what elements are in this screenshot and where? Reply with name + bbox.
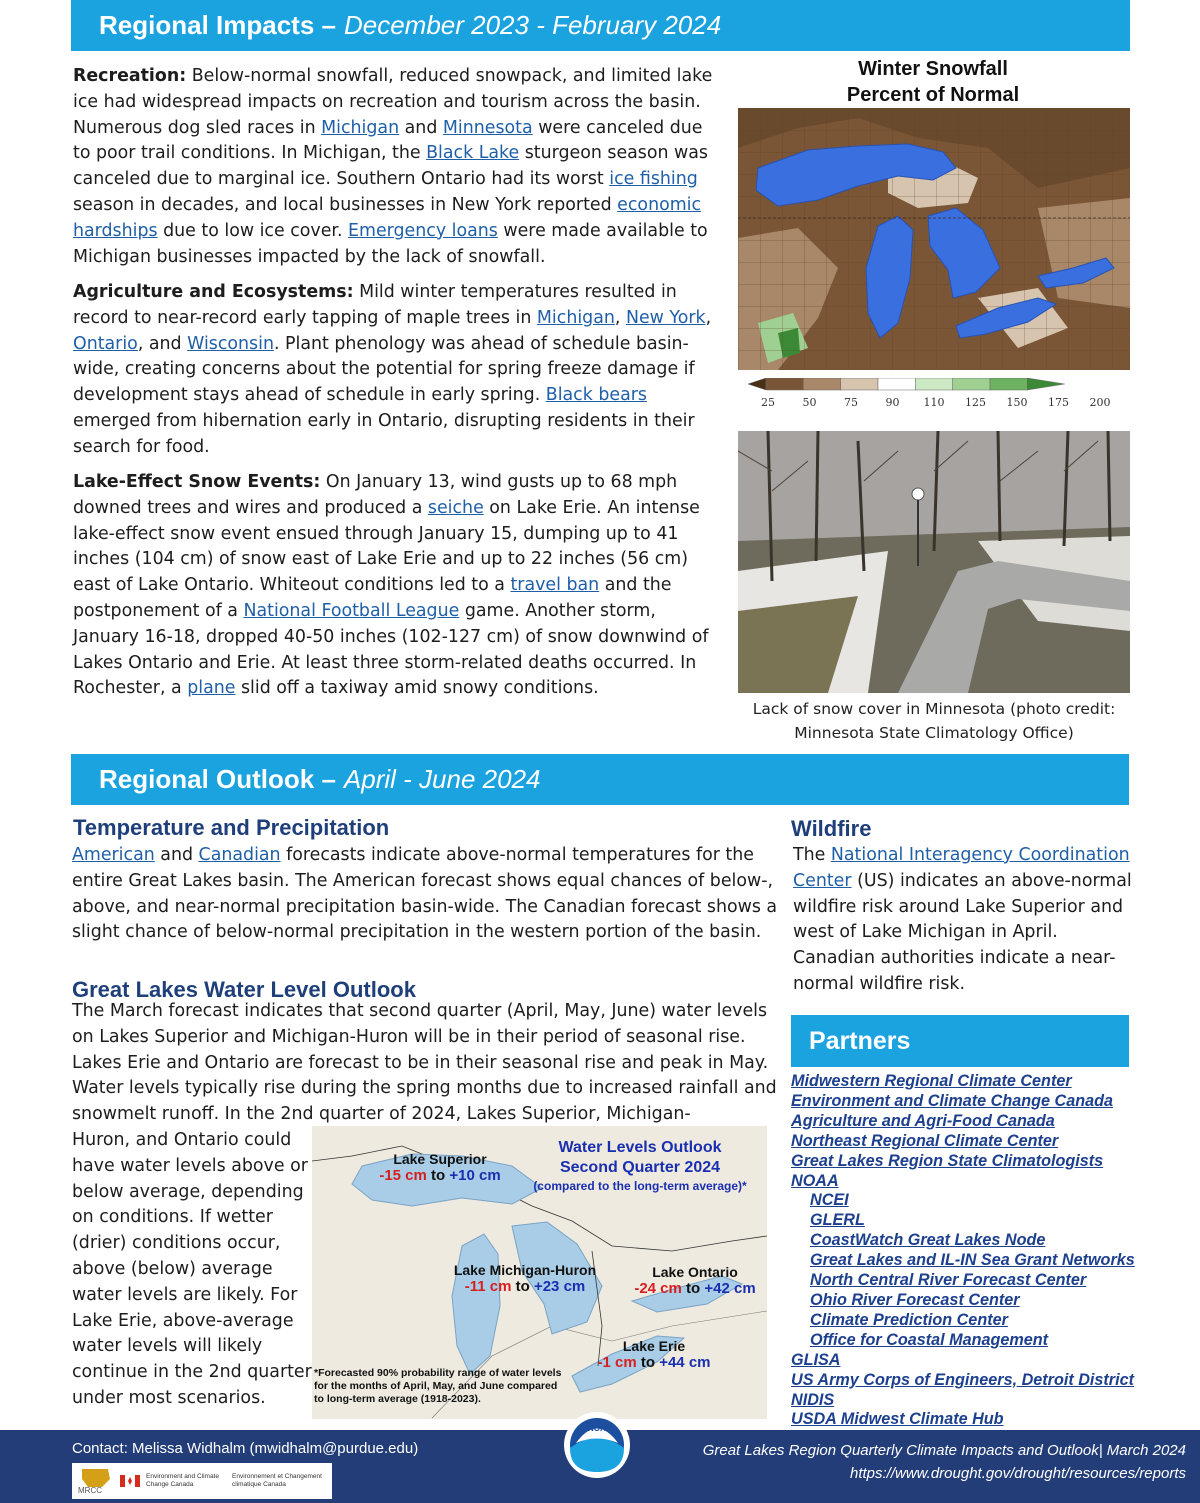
noaa-logo-text: NOAA <box>588 1424 612 1433</box>
mrcc-logo-text: MRCC <box>78 1486 102 1495</box>
link-black-bears[interactable]: Black bears <box>545 385 647 406</box>
partner-link[interactable]: NIDIS <box>791 1390 835 1409</box>
scale-swatch <box>766 378 803 390</box>
scale-label: 50 <box>802 396 817 409</box>
impacts-banner <box>71 0 1130 51</box>
scale-swatch <box>878 378 915 390</box>
noaa-logo-icon <box>562 1410 632 1480</box>
partner-link[interactable]: Great Lakes and IL-IN Sea Grant Networks <box>810 1251 1135 1270</box>
wl-title-line: Second Quarter 2024 <box>559 1159 721 1176</box>
partner-link[interactable]: Great Lakes Region State Climatologists <box>791 1151 1104 1170</box>
scale-label: 125 <box>965 396 986 409</box>
wl-title-line: Water Levels Outlook <box>558 1139 722 1156</box>
agriculture-heading: Agriculture and Ecosystems: <box>73 282 354 302</box>
wl-erie-label <box>586 1338 722 1371</box>
range-to: to <box>431 1167 446 1184</box>
partner-link[interactable]: US Army Corps of Engineers, Detroit District <box>791 1370 1134 1389</box>
partner-link[interactable]: USDA Midwest Climate Hub <box>791 1410 1004 1429</box>
range-high: +10 cm <box>449 1167 501 1184</box>
wl-michigan-label <box>442 1262 608 1295</box>
partner-link[interactable]: Northeast Regional Climate Center <box>791 1131 1059 1150</box>
lake-effect-text: game. Another storm, January 16-18, dropped 40-50 inches (102-127 cm) of snow downwind of Lakes Ontario and Erie. At least three storm-related deaths occurred. In Rochester, a <box>73 600 709 699</box>
agriculture-text: Mild winter temperatures resulted in record to near-record early tapping of maple trees in <box>73 282 677 328</box>
scale-swatch <box>803 378 840 390</box>
lake-range <box>372 1167 508 1184</box>
temp-precip-heading: Temperature and Precipitation <box>73 815 390 840</box>
scale-swatch <box>953 378 990 390</box>
partner-link[interactable]: NOAA <box>791 1171 839 1190</box>
temp-precip-text: and <box>154 845 199 865</box>
link-nicc[interactable]: National Interagency Coordination Center <box>793 845 1130 891</box>
footer-title: Great Lakes Region Quarterly Climate Impacts and Outlook| March 2024 <box>702 1442 1186 1459</box>
link-ice-fishing[interactable]: ice fishing <box>609 169 698 190</box>
footer-url[interactable]: https://www.drought.gov/drought/resources/reports <box>849 1465 1186 1482</box>
outlook-banner-dates: April - June 2024 <box>343 764 541 794</box>
range-to: to <box>640 1354 656 1371</box>
link-canadian-forecast[interactable]: Canadian <box>198 845 281 865</box>
snowfall-scale <box>748 378 1120 412</box>
lake-effect-heading: Lake-Effect Snow Events: <box>73 472 321 492</box>
lake-range <box>442 1278 608 1295</box>
recreation-text: season in decades, and local businesses in New York reported <box>73 194 618 215</box>
canada-flag-icon <box>120 1475 140 1487</box>
link-maple-ontario[interactable]: Ontario <box>73 333 138 354</box>
partners-heading: Partners <box>791 1015 1129 1067</box>
snow-map-title-line: Winter Snowfall <box>858 58 1008 80</box>
wl-footnote: *Forecasted 90% probability range of water levels for the months of April, May, and June compared to long-term average (1918-2023). <box>314 1367 562 1405</box>
snowfall-map <box>738 108 1130 370</box>
scale-label: 25 <box>761 396 775 409</box>
recreation-text: due to low ice cover. <box>157 220 349 241</box>
agriculture-text: , <box>614 307 626 328</box>
footer <box>0 1424 1200 1503</box>
wildfire-heading: Wildfire <box>791 816 872 841</box>
link-minnesota-sled[interactable]: Minnesota <box>442 117 533 138</box>
partner-link[interactable]: Ohio River Forecast Center <box>810 1290 1020 1309</box>
lake-effect-text: slid off a taxiway amid snowy conditions. <box>235 678 599 699</box>
partner-link[interactable]: NCEI <box>810 1191 849 1210</box>
agriculture-text: emerged from hibernation early in Ontario, disrupting residents in their search for food. <box>73 410 695 457</box>
link-emergency-loans[interactable]: Emergency loans <box>348 220 498 241</box>
range-high: +42 cm <box>704 1280 756 1297</box>
scale-swatch <box>915 378 952 390</box>
agriculture-text: , <box>705 307 712 328</box>
recreation-text: were canceled due to poor trail conditions. In Michigan, the <box>73 117 703 164</box>
partner-link[interactable]: Agriculture and Agri-Food Canada <box>791 1111 1055 1130</box>
link-plane[interactable]: plane <box>187 678 236 699</box>
water-level-paragraph-side: Huron, and Ontario could have water levels above or below average, depending on conditions. If wetter (drier) conditions occur, above (below) average water levels are likely. For Lake Erie, above-average water levels will likely continue in the 2nd quarter under most scenarios. <box>72 1130 312 1408</box>
agriculture-text: , and <box>137 333 188 354</box>
partner-link[interactable]: Midwestern Regional Climate Center <box>791 1072 1072 1090</box>
footer-contact: Contact: Melissa Widhalm (mwidhalm@purdue.edu) <box>72 1440 419 1457</box>
temp-precip-paragraph <box>72 843 782 946</box>
outlook-banner-title: Regional Outlook – <box>99 764 336 794</box>
scale-label: 75 <box>844 396 858 409</box>
recreation-text: and <box>399 117 443 138</box>
wildfire-text: The <box>793 845 831 865</box>
minnesota-photo <box>738 431 1130 693</box>
link-american-forecast[interactable]: American <box>72 845 155 865</box>
impacts-banner-title: Regional Impacts – <box>99 10 336 40</box>
wl-map-title <box>520 1138 760 1194</box>
agriculture-paragraph <box>73 280 723 461</box>
wildfire-paragraph <box>793 843 1138 998</box>
wildfire-text: (US) indicates an above-normal wildfire risk around Lake Superior and west of Lake Michigan in April. Canadian authorities indicate a near-normal wildfire risk. <box>793 870 1132 994</box>
temp-precip-text: forecasts indicate above-normal temperatures for the entire Great Lakes basin. The American forecast shows equal chances of below-, above, and near-normal precipitation basin-wide. The Canadian forecast shows a slight chance of below-normal precipitation in the western portion of the basin. <box>72 845 778 943</box>
scale-swatch <box>1027 378 1064 390</box>
partner-link[interactable]: GLERL <box>810 1211 865 1230</box>
range-to: to <box>686 1280 701 1297</box>
link-nfl[interactable]: National Football League <box>243 600 460 621</box>
link-seiche[interactable]: seiche <box>427 497 484 518</box>
lake-name: Lake Michigan-Huron <box>453 1262 597 1278</box>
link-michigan-sled[interactable]: Michigan <box>321 117 400 138</box>
lake-effect-text: and the postponement of a <box>73 575 672 621</box>
lake-name: Lake Erie <box>622 1338 686 1354</box>
range-low: -1 cm <box>597 1354 637 1371</box>
scale-label: 200 <box>1089 396 1111 409</box>
partners-list <box>791 1072 1151 1430</box>
link-maple-wisconsin[interactable]: Wisconsin <box>187 333 274 354</box>
range-low: -24 cm <box>634 1280 682 1297</box>
partner-link[interactable]: CoastWatch Great Lakes Node <box>810 1231 1046 1250</box>
recreation-text: were made available to Michigan businesses impacted by the lack of snowfall. <box>73 220 708 267</box>
link-travel-ban[interactable]: travel ban <box>510 575 600 596</box>
link-economic-hardships[interactable]: economic hardships <box>73 194 702 241</box>
scale-swatch <box>990 378 1027 390</box>
scale-label: 110 <box>923 396 945 409</box>
link-maple-michigan[interactable]: Michigan <box>536 307 615 328</box>
snow-map-title <box>738 56 1128 108</box>
partner-logos <box>72 1463 332 1499</box>
impacts-banner-dates: December 2023 - February 2024 <box>343 10 722 40</box>
range-high: +23 cm <box>533 1278 586 1295</box>
link-maple-new-york[interactable]: New York <box>625 307 706 328</box>
eccc-logo-english: Environment and Climate Change Canada <box>146 1473 219 1488</box>
partner-link[interactable]: GLISA <box>791 1350 841 1369</box>
recreation-text: sturgeon season was canceled due to marginal ice. Southern Ontario had its worst <box>73 143 708 190</box>
outlook-banner <box>71 754 1129 805</box>
link-black-lake[interactable]: Black Lake <box>426 143 520 164</box>
partner-link[interactable]: Climate Prediction Center <box>810 1310 1008 1329</box>
lake-effect-text: on Lake Erie. An intense lake-effect snow event ensued through January 15, dumping up to 41 inches (104 cm) of snow east of Lake Erie and up to 22 inches (56 cm) east of Lake Ontario. Whiteout conditions led to a <box>73 497 700 596</box>
photo-caption: Lack of snow cover in Minnesota (photo credit: Minnesota State Climatology Office) <box>752 700 1116 742</box>
lake-effect-paragraph <box>73 470 723 702</box>
range-to: to <box>515 1278 530 1295</box>
lake-effect-text: On January 13, wind gusts up to 68 mph downed trees and wires and produced a <box>73 472 678 518</box>
scale-label: 90 <box>885 396 900 409</box>
partner-link[interactable]: Environment and Climate Change Canada <box>791 1091 1114 1110</box>
recreation-text: Below-normal snowfall, reduced snowpack, and limited lake ice had widespread impacts on recreation and tourism across the basin. Numerous dog sled races in <box>73 66 713 138</box>
snow-map-title-line: Percent of Normal <box>846 84 1020 106</box>
lake-name: Lake Ontario <box>652 1264 738 1280</box>
scale-label: 150 <box>1006 396 1028 409</box>
recreation-paragraph <box>73 64 723 270</box>
range-low: -11 cm <box>464 1278 512 1295</box>
partner-link[interactable]: Office for Coastal Management <box>810 1330 1049 1349</box>
wl-superior-label <box>372 1151 508 1184</box>
lake-range <box>622 1280 768 1297</box>
wl-title-sub: (compared to the long-term average)* <box>533 1179 747 1193</box>
agriculture-text: . Plant phenology was ahead of schedule basin-wide, creating concerns about the potential for spring freeze damage if development stays ahead of schedule in early spring. <box>73 333 695 406</box>
lake-range <box>586 1354 722 1371</box>
lake-name: Lake Superior <box>393 1151 487 1167</box>
water-level-heading: Great Lakes Water Level Outlook <box>72 977 416 1002</box>
partner-link[interactable]: North Central River Forecast Center <box>810 1271 1087 1290</box>
mrcc-logo <box>78 1465 114 1497</box>
scale-label: 175 <box>1048 396 1069 409</box>
water-level-paragraph-top: The March forecast indicates that second quarter (April, May, June) water levels on Lakes Superior and Michigan-Huron will be in their period of seasonal rise. Lakes Erie and Ontario are forecast to be in their seasonal rise and peak in May. Water levels typically rise during the spring months due to increased rainfall and snowmelt runoff. In the 2nd quarter of 2024, Lakes Superior, Michigan- <box>72 1001 777 1125</box>
scale-swatch <box>748 378 766 390</box>
recreation-heading: Recreation: <box>73 66 187 86</box>
range-high: +44 cm <box>659 1354 711 1371</box>
scale-swatch <box>841 378 878 390</box>
range-low: -15 cm <box>379 1167 427 1184</box>
eccc-logo-french: Environnement et Changement climatique Canada <box>232 1473 322 1488</box>
wl-ontario-label <box>622 1264 768 1297</box>
